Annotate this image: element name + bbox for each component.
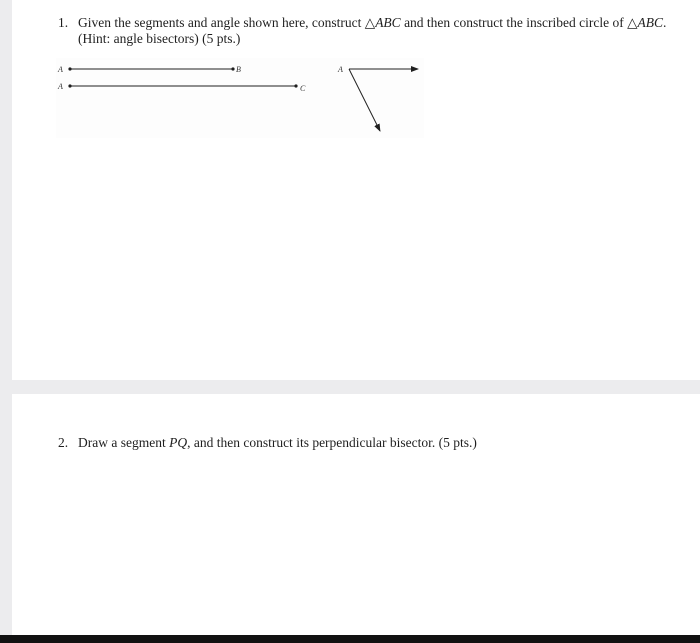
segment-ab-end-label: B [236, 65, 241, 74]
bottom-edge-bar [0, 635, 700, 643]
triangle-symbol: △ [364, 15, 376, 30]
construction-figure-area [56, 58, 424, 138]
segment-name: PQ [169, 435, 188, 450]
question-1-text-part-b: and then construct the inscribed circle of [400, 15, 628, 30]
worksheet-page-2 [12, 394, 700, 635]
triangle-symbol-2: △ [627, 15, 638, 30]
segment-ac-start-label: A [58, 82, 63, 91]
worksheet-page-1 [12, 0, 700, 380]
segment-ab-start-label: A [58, 65, 63, 74]
segment-ac-end-label: C [300, 84, 306, 93]
question-1-text [58, 15, 668, 47]
triangle-name-2: ABC [637, 15, 663, 30]
question-1-text-part-a: Given the segments and angle shown here, construct [78, 15, 365, 30]
question-2 [58, 435, 668, 451]
question-1-number: 1. [58, 15, 69, 30]
triangle-name: ABC [375, 15, 401, 30]
question-1-text-part-c: . (Hint: angle bisectors) (5 pts.) [78, 15, 667, 46]
angle-vertex-label: A [338, 65, 343, 74]
question-2-number: 2. [58, 435, 69, 450]
question-2-text-part-b: , and then construct its perpendicular bisector. (5 pts.) [187, 435, 477, 450]
question-2-text [58, 435, 668, 451]
question-2-text-part-a: Draw a segment [78, 435, 170, 450]
question-1 [58, 15, 668, 47]
